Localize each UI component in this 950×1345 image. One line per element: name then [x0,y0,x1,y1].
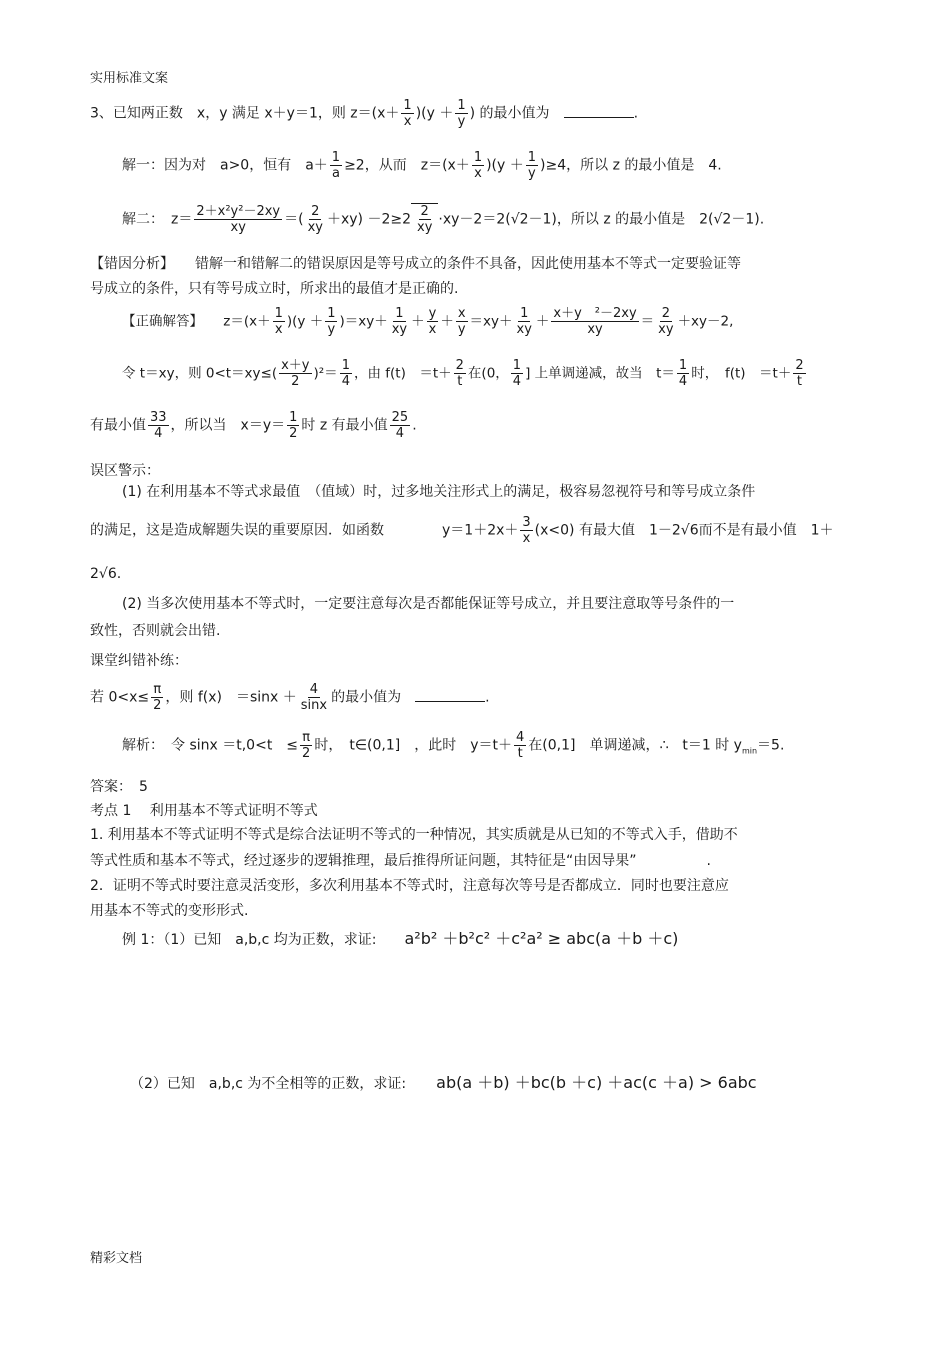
warning-title: 误区警示： [90,463,160,479]
practice-title: 课堂纠错补练： [90,653,188,669]
practice-answer-blank [415,689,485,702]
example-1-part-1: 例 1：（1）已知 a,b,c 均为正数，求证: a²b² ＋b²c² ＋c²a² ≥ abc(a ＋b ＋c) [122,929,679,948]
correct-solution: 【正确解答】 z＝(x＋ $\frac{1}{x}$ )(y ＋ $\frac{1}{y}$ )＝xy＋ $\frac{1}{xy}$ ＋ $\frac{y}{x}$ ＋ $\frac{x}{y}$ ＝xy＋ $\frac{1}{xy}$ ＋ $\frac{\text{x＋y ²－2xy}}{xy}$ ＝ $\frac{2}{xy}$ ＋xy－2, [122,306,734,337]
practice-answer: 答案： 5 [90,779,148,795]
warning-p1c: 2√6. [90,566,122,582]
warning-p2b: 致性，否则就会出错. [90,623,221,639]
page-header: 实用标准文案 [90,71,169,86]
kaodian-p2b: 用基本不等式的变形形式. [90,903,249,919]
practice-solution: 解析： 令 sinx ＝t,0<t ≤ $\frac{\pi}{2}$ 时， t∈(0,1] ，此时 y＝t＋ $\frac{4}{t}$ 在(0,1] 单调递减，∴ t＝1 时 $y_{min}=5$. [122,730,785,761]
kaodian-title: 考点 1 利用基本不等式证明不等式 [90,803,318,819]
answer-blank [564,105,634,118]
kaodian-p2a: 2．证明不等式时要注意灵活变形，多次利用基本不等式时，注意每次等号是否都成立．同时也要注意应 [90,878,729,894]
kaodian-p1b: 等式性质和基本不等式，经过逐步的逻辑推理，最后推得所证问题，其特征是“由因导果” . [90,853,711,869]
error-analysis-line-2: 号成立的条件，只有等号成立时，所求出的最值才是正确的. [90,281,459,297]
warning-p2a: (2) 当多次使用基本不等式时，一定要注意每次是否都能保证等号成立，并且要注意取等号条件的一 [122,596,735,612]
substitution-line: 令 t＝xy，则 0<t＝xy≤( $\frac{x+y}{2}$ )²＝ $\frac{1}{4}$ ，由 f(t) ＝t＋ $\frac{2}{t}$ 在(0， $\frac{1}{4}$ ] 上单调递减，故当 t＝ $\frac{1}{4}$ 时， f(t) ＝t＋ $\frac{2}{t}$ [122,358,804,389]
solution-1: 解一：因为对 a>0，恒有 a＋ $\frac{1}{a}$ ≥2，从而 z＝(x＋ $\frac{1}{x}$ )(y ＋ $\frac{1}{y}$ )≥4，所以 z 的最小值是 4. [122,150,722,181]
page-footer: 精彩文档 [90,1251,143,1266]
problem-3: 3、已知两正数 x，y 满足 x＋y＝1，则 z＝(x＋ $\frac{1}{x}$ )(y ＋ $\frac{1}{y}$ ) 的最小值为 . [90,98,639,129]
practice-question: 若 0<x≤ $\frac{\pi}{2}$ ，则 f(x) ＝sinx ＋ $\frac{4}{\sin x}$ 的最小值为 . [90,682,490,713]
warning-p1: (1) 在利用基本不等式求最值 （值域）时，过多地关注形式上的满足，极容易忽视符号和等号成立条件 [122,484,756,500]
error-analysis-line-1: 【错因分析】 错解一和错解二的错误原因是等号成立的条件不具备，因此使用基本不等式一定要验证等 [90,256,741,272]
solution-2: 解二： z＝ $\frac{\text{2＋x²y²－2xy}}{xy}$ ＝( $\frac{2}{xy}$ ＋xy) －2≥2 $\frac{2}{xy}$ ·xy－2＝2(√2－1)，所以 z 的最小值是 2(√2－1). [122,204,765,235]
warning-p1b: 的满足，这是造成解题失误的重要原因．如函数 y＝1＋2x＋ $\frac{3}{x}$ (x<0) 有最大值 1－2√6而不是有最小值 1＋ [90,515,834,546]
min-value-line: 有最小值 $\frac{33}{4}$ ，所以当 x＝y＝ $\frac{1}{2}$ 时 z 有最小值 $\frac{25}{4}$ . [90,410,417,441]
example-1-part-2: （2）已知 a,b,c 为不全相等的正数，求证: ab(a ＋b) ＋bc(b ＋c) ＋ac(c ＋a) > 6abc [130,1073,757,1092]
kaodian-p1a: 1. 利用基本不等式证明不等式是综合法证明不等式的一种情况，其实质就是从已知的不等式入手，借助不 [90,827,738,843]
